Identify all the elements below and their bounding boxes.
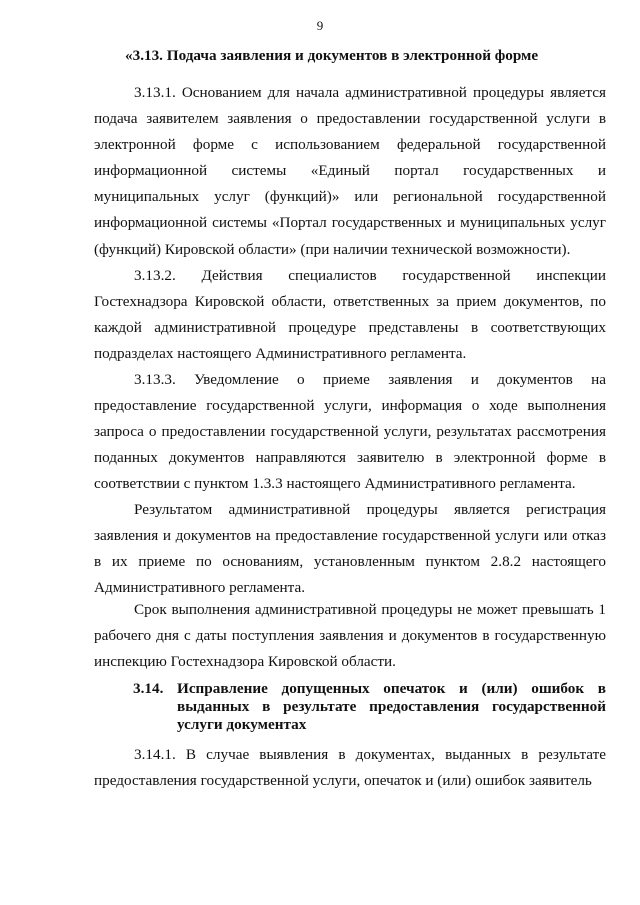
paragraph-term: Срок выполнения административной процедуры не может превышать 1 рабочего дня с даты поступления заявления и документов в государственную инспекцию Гостехнадзора Кировской области. [94,601,606,671]
paragraph-3-13-1: 3.13.1. Основанием для начала административной процедуры является подача заявителем заявления о предоставлении государственной услуги в электронной форме с использованием федеральной государственной информационной системы «Единый портал государственных и муниципальных услуг (функций)» или региональной государственной информационной системы «Портал государственных и муниципальных услуг (функций) Кировской области» (при наличии технической возможности). [94,84,606,258]
page-number: 9 [316,18,324,33]
section-number-3-14: 3.14. [133,680,164,697]
paragraph-3-14-1: 3.14.1. В случае выявления в документах, выданных в результате предоставления государственной услуги, опечаток и (или) ошибок заявитель [94,746,606,790]
section-heading-3-14 [133,680,606,734]
section-title-3-14: Исправление допущенных опечаток и (или) ошибок в выданных в результате предоставления государственной услуги документах [177,680,606,733]
paragraph-result: Результатом административной процедуры является регистрация заявления и документов на предоставление государственной услуги или отказ в их приеме по основаниям, установленным пунктом 2.8.2 настоящего Административного регламента. [94,501,606,597]
paragraph-3-13-3: 3.13.3. Уведомление о приеме заявления и документов на предоставление государственной услуги, информация о ходе выполнения запроса о предоставлении государственной услуги, результатах рассмотрения поданных документов направляются заявителю в электронной форме в соответствии с пунктом 1.3.3 настоящего Административного регламента. [94,371,606,493]
paragraph-3-13-2: 3.13.2. Действия специалистов государственной инспекции Гостехнадзора Кировской области, ответственных за прием документов, по каждой административной процедуре представлены в соответствующих подразделах настоящего Административного регламента. [94,267,606,363]
section-heading-3-13: «3.13. Подача заявления и документов в электронной форме [125,47,539,64]
